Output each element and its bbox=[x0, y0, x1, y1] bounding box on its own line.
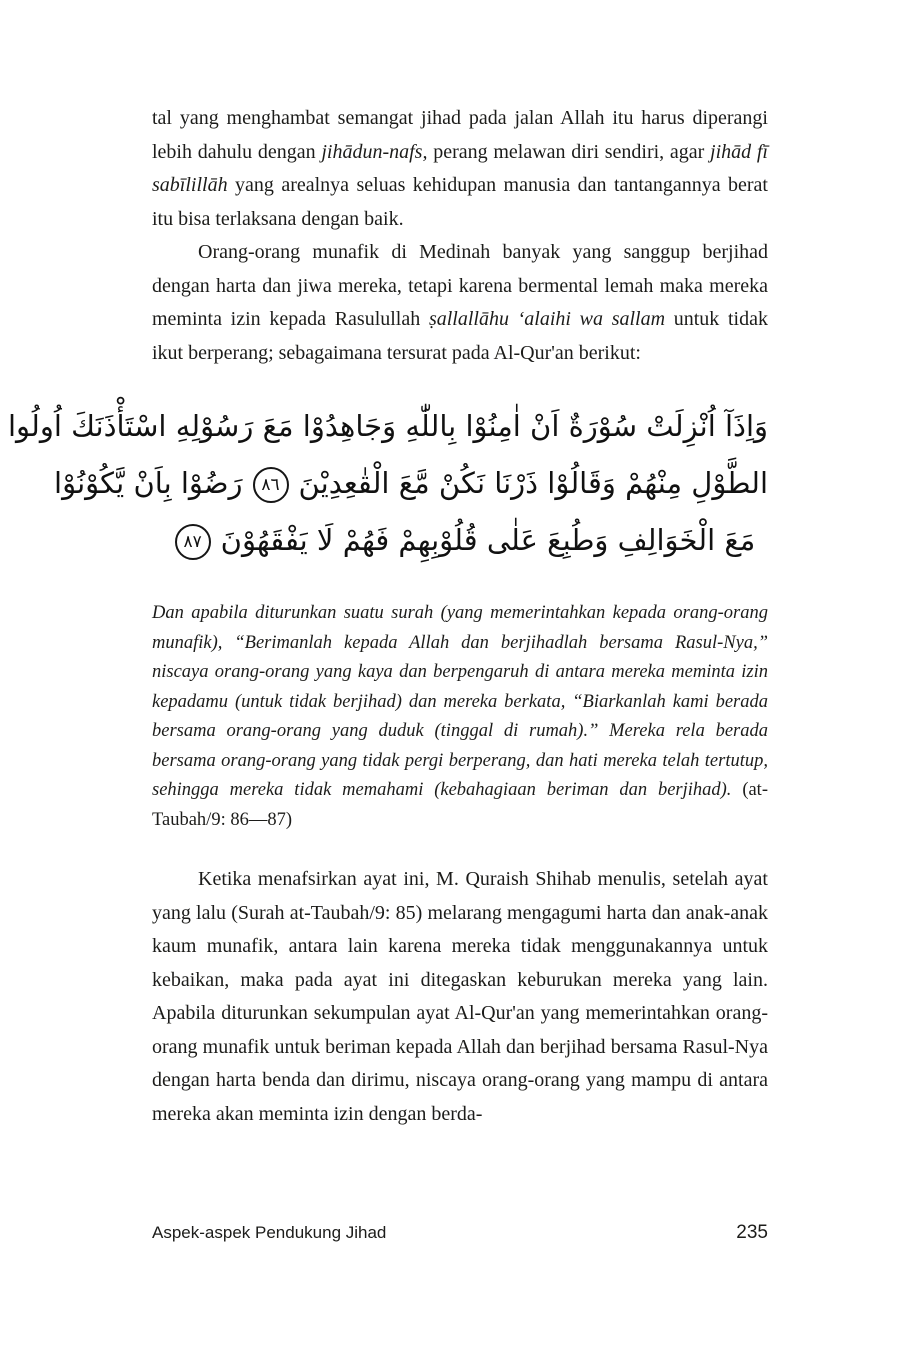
page-number: 235 bbox=[736, 1222, 768, 1243]
quran-verse-arabic bbox=[7, 398, 768, 569]
verse-translation bbox=[152, 599, 768, 835]
running-footer-title: Aspek-aspek Pendukung Jihad bbox=[152, 1223, 387, 1242]
text-run: tal yang menghambat semangat jihad pada jalan Allah itu harus diperangi lebih dahulu dengan bbox=[152, 107, 768, 163]
paragraph-continuation bbox=[152, 102, 768, 236]
italic-term-jihadun-nafs: jihādun-nafs, bbox=[321, 140, 428, 163]
italic-term-jihad-fi-sabilillah: jihād fī sabīlillāh bbox=[152, 140, 768, 196]
page-body bbox=[7, 102, 768, 1131]
translation-text: Dan apabila diturunkan suatu surah (yang memerintahkan kepada orang-orang munafik), “Berimanlah kepada Allah dan berjihadlah bersama Rasul-Nya,” niscaya orang-orang yang kaya dan berpengaruh di antara mereka meminta izin kepadamu (untuk tidak berjihad) dan mereka berkata, “Biarkanlah kami berada bersama orang-orang yang duduk (tinggal di rumah).” Mereka rela berada bersama orang-orang yang tidak pergi berperang, dan hati mereka telah tertutup, sehingga mereka tidak memahami (kebahagiaan beriman dan berjihad). bbox=[152, 603, 768, 800]
page-footer bbox=[152, 1222, 768, 1244]
paragraph-tafsir bbox=[152, 863, 768, 1131]
arabic-text: الطَّوْلِ مِنْهُمْ وَقَالُوْا ذَرْنَا نَكُنْ مَّعَ الْقٰعِدِيْنَ bbox=[298, 466, 768, 500]
text-run: Ketika menafsirkan ayat ini, M. Quraish Shihab menulis, setelah ayat yang lalu (Surah at-Taubah/9: 85) melarang mengagumi harta dan anak-anak kaum munafik, antara lain karena mereka tidak menggunakannya untuk kebaikan, maka pada ayat ini ditegaskan keburukan mereka yang lain. Apabila diturunkan sekumpulan ayat Al-Qur'an yang memerintahkan orang-orang munafik untuk beriman kepada Allah dan berjihad bersama Rasul-Nya dengan harta benda dan dirimu, niscaya orang-orang yang mampu di antara mereka akan meminta izin dengan berda- bbox=[152, 868, 768, 1125]
italic-term-sallallahu: ṣallallāhu ‘alaihi wa sallam bbox=[428, 308, 666, 330]
text-run: Orang-orang munafik di Medinah banyak yang sanggup berjihad dengan harta dan jiwa mereka, tetapi karena bermental lemah maka mereka meminta izin kepada Rasulullah bbox=[152, 241, 768, 330]
arabic-text: وَاِذَآ اُنْزِلَتْ سُوْرَةٌ اَنْ اٰمِنُوْا بِاللّٰهِ وَجَاهِدُوْا مَعَ رَسُوْلِهِ اسْتَأْذَنَكَ اُولُوا bbox=[7, 409, 768, 443]
arabic-text: مَعَ الْخَوَالِفِ وَطُبِعَ عَلٰى قُلُوْبِهِمْ فَهُمْ لَا يَفْقَهُوْنَ bbox=[220, 523, 756, 557]
text-run: perang melawan diri sendiri, agar bbox=[427, 140, 711, 163]
arabic-line-3 bbox=[152, 512, 768, 569]
arabic-line-1 bbox=[7, 398, 768, 455]
text-run: untuk tidak ikut berperang; sebagaimana tersurat pada Al-Qur'an berikut: bbox=[152, 308, 768, 364]
paragraph-munafik bbox=[152, 236, 768, 370]
text-run: yang arealnya seluas kehidupan manusia dan tantangannya berat itu bisa terlaksana dengan baik. bbox=[152, 174, 768, 230]
ayah-number-86: ٨٦ bbox=[253, 467, 289, 503]
arabic-line-2 bbox=[54, 455, 768, 512]
ayah-number-87: ٨٧ bbox=[175, 524, 211, 560]
arabic-text: رَضُوْا بِاَنْ يَّكُوْنُوْا bbox=[54, 466, 243, 500]
verse-citation: (at-Taubah/9: 86—87) bbox=[152, 780, 768, 830]
